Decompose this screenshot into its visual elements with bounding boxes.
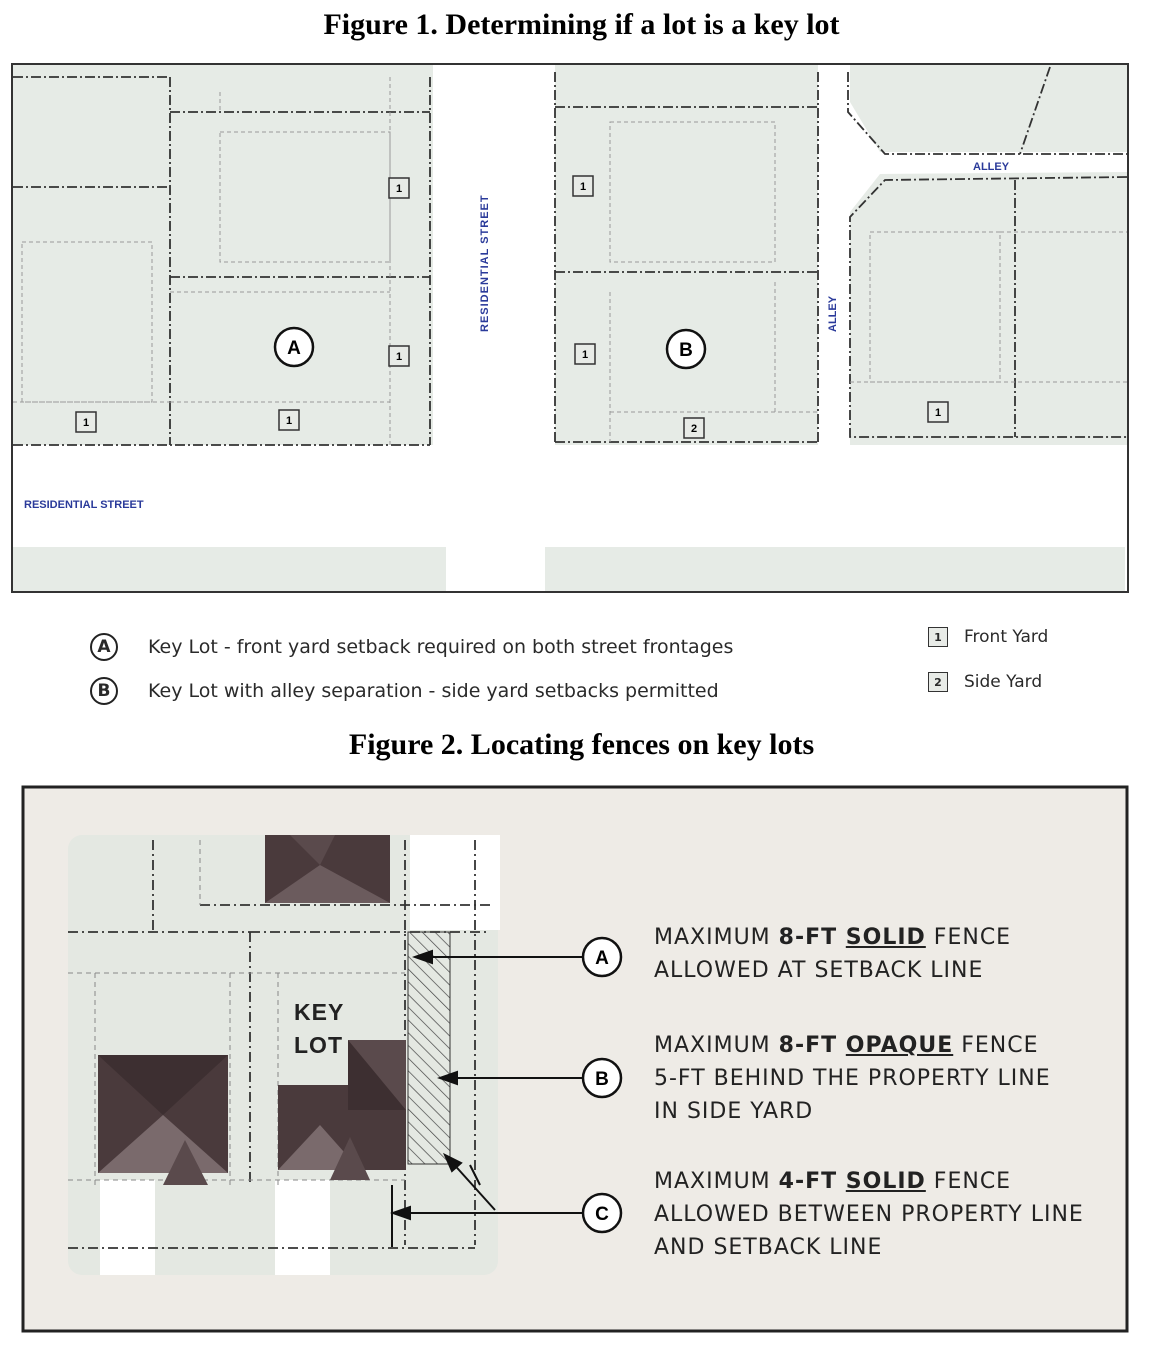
svg-text:C: C xyxy=(595,1204,609,1225)
front-yard-badge xyxy=(279,410,299,430)
svg-text:1: 1 xyxy=(581,349,589,361)
svg-text:1: 1 xyxy=(934,407,942,419)
legend-side-yard xyxy=(928,672,1042,692)
svg-text:1: 1 xyxy=(395,351,403,363)
block-east xyxy=(850,65,1127,445)
front-yard-badge xyxy=(575,344,595,364)
legend-front-badge: 1 xyxy=(928,627,948,647)
svg-text:1: 1 xyxy=(579,181,587,193)
key-lot-map xyxy=(10,62,1130,594)
front-yard-badge xyxy=(389,178,409,198)
svg-text:B: B xyxy=(679,340,693,361)
figure1-title: Figure 1. Determining if a lot is a key lot xyxy=(323,8,840,41)
key-lot-label-1: KEY xyxy=(294,999,345,1025)
legend-b-circle: B xyxy=(90,677,118,705)
legend-a-text: Key Lot - front yard setback required on both street frontages xyxy=(148,636,734,658)
street-label-vertical: RESIDENTIAL STREET xyxy=(479,194,491,332)
key-lot-label-2: LOT xyxy=(294,1032,343,1058)
svg-text:A: A xyxy=(287,338,301,359)
callout-b-text: MAXIMUM 8-FT OPAQUE FENCE 5-FT BEHIND THE PROPERTY LINE IN SIDE YARD xyxy=(654,1033,1051,1124)
side-yard-badge xyxy=(684,418,704,438)
callout-c-circle xyxy=(583,1194,621,1232)
alley-label-horizontal: ALLEY xyxy=(973,161,1010,173)
legend-side-badge: 2 xyxy=(928,672,948,692)
block-southeast xyxy=(545,547,1125,591)
svg-text:B: B xyxy=(595,1069,609,1090)
house-west xyxy=(98,1055,228,1185)
front-yard-badge xyxy=(389,346,409,366)
svg-text:2: 2 xyxy=(690,423,698,435)
callout-c-text: MAXIMUM 4-FT SOLID FENCE ALLOWED BETWEEN PROPERTY LINE AND SETBACK LINE xyxy=(654,1169,1084,1260)
legend-item-a xyxy=(90,633,733,661)
legend-side-label: Side Yard xyxy=(964,672,1043,692)
svg-text:1: 1 xyxy=(395,183,403,195)
lot-b-marker xyxy=(667,330,705,368)
figure2-title: Figure 2. Locating fences on key lots xyxy=(348,728,815,761)
block-southwest xyxy=(13,547,446,591)
callout-b-circle xyxy=(583,1059,621,1097)
lot-a-marker xyxy=(275,328,313,366)
callout-a-text: MAXIMUM 8-FT SOLID FENCE ALLOWED AT SETBACK LINE xyxy=(654,925,1012,983)
svg-text:1: 1 xyxy=(285,415,293,427)
callout-a-circle xyxy=(583,938,621,976)
fence-zone xyxy=(408,932,450,1164)
street-label-horizontal: RESIDENTIAL STREET xyxy=(24,499,144,511)
legend-item-b xyxy=(90,677,719,705)
block-west xyxy=(13,65,433,445)
legend-front-yard xyxy=(928,627,1048,647)
legend-front-label: Front Yard xyxy=(964,627,1049,647)
svg-text:1: 1 xyxy=(82,417,90,429)
legend-b-text: Key Lot with alley separation - side yard setbacks permitted xyxy=(148,680,719,702)
front-yard-badge xyxy=(76,412,96,432)
front-yard-badge xyxy=(573,176,593,196)
svg-text:A: A xyxy=(595,948,609,969)
legend-a-circle: A xyxy=(90,633,118,661)
alley-label-vertical: ALLEY xyxy=(827,295,839,332)
house-north xyxy=(265,835,390,903)
front-yard-badge xyxy=(928,402,948,422)
